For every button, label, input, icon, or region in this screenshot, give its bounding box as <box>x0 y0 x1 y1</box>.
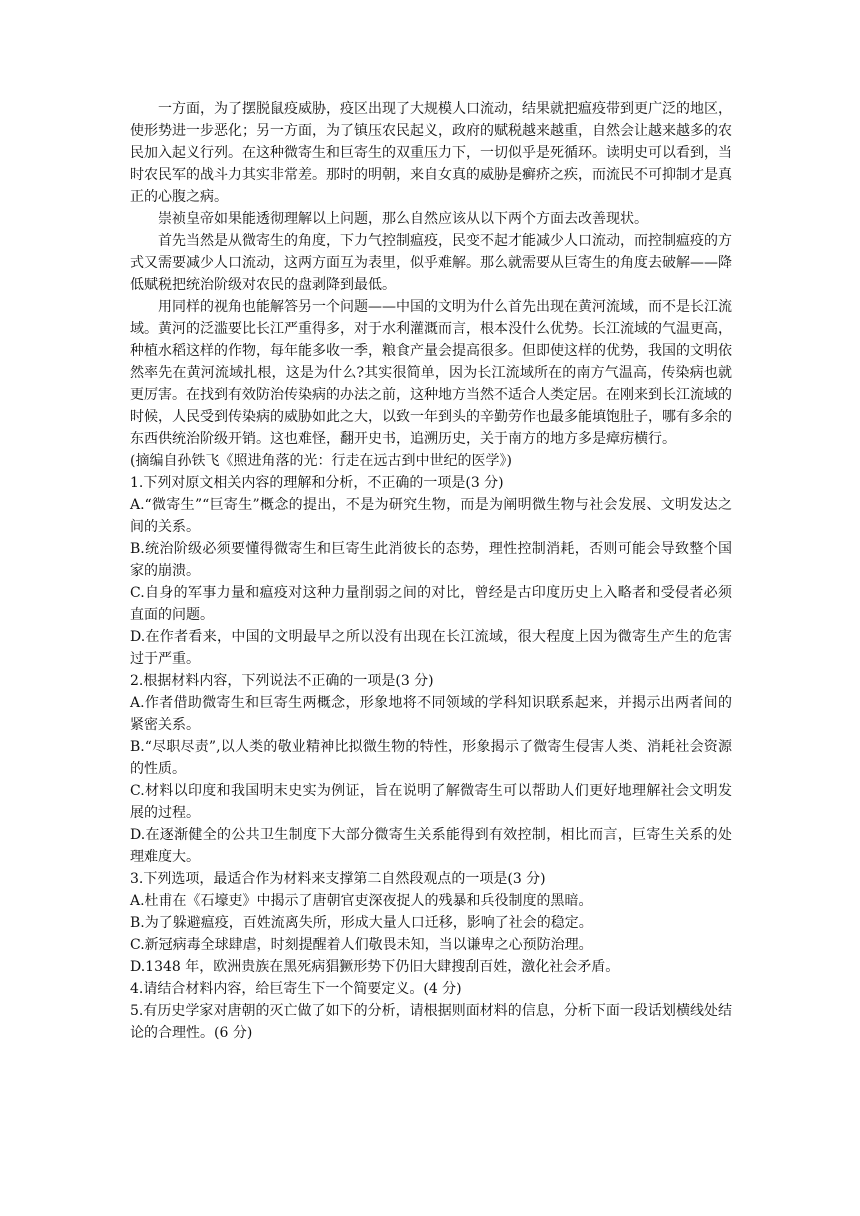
question-option: D.在逐渐健全的公共卫生制度下大部分微寄生关系能得到有效控制，相比而言，巨寄生关系的处理难度大。 <box>130 827 732 865</box>
question-option: D.在作者看来，中国的文明最早之所以没有出现在长江流域，很大程度上因为微寄生产生的危害过于严重。 <box>130 629 732 667</box>
question-option: C.材料以印度和我国明末史实为例证，旨在说明了解微寄生可以帮助人们更好地理解社会文明发展的过程。 <box>130 783 732 821</box>
question-option: B.为了躲避瘟疫，百姓流离失所，形成大量人口迁移，影响了社会的稳定。 <box>130 915 593 931</box>
question-option: A.“微寄生”“巨寄生”概念的提出，不是为研究生物，而是为阐明微生物与社会发展、文明发达之间的关系。 <box>130 497 732 535</box>
passage-paragraph: 首先当然是从微寄生的角度，下力气控制瘟疫，民变不起才能减少人口流动，而控制瘟疫的方式又需要减少人口流动，这两方面互为表里，似乎难解。那么就需要从巨寄生的角度去破解——降低赋税把统治阶级对农民的盘剥降到最低。 <box>130 233 732 293</box>
passage-paragraph: 用同样的视角也能解答另一个问题——中国的文明为什么首先出现在黄河流域，而不是长江流域。黄河的泛滥要比长江严重得多，对于水利灌溉而言，根本没什么优势。长江流域的气温更高，种植水稻这样的作物，每年能多收一季，粮食产量会提高很多。但即使这样的优势，我国的文明依然率先在黄河流域扎根，这是为什么?其实很简单，因为长江流域所在的南方气温高，传染病也就更厉害。在找到有效防治传染病的办法之前，这种地方当然不适合人类定居。在刚来到长江流域的时候，人民受到传染病的威胁如此之大，以致一年到头的辛勤劳作也最多能填饱肚子，哪有多余的东西供统治阶级开销。这也难怪，翻开史书，追溯历史，关于南方的地方多是瘴疠横行。 <box>130 299 732 447</box>
question-option: A.杜甫在《石壕吏》中揭示了唐朝官吏深夜捉人的残暴和兵役制度的黑暗。 <box>130 893 593 909</box>
passage-paragraph: 一方面，为了摆脱鼠疫威胁，疫区出现了大规模人口流动，结果就把瘟疫带到更广泛的地区，使形势进一步恶化；另一方面，为了镇压农民起义，政府的赋税越来越重，自然会让越来越多的农民加入起义行列。在这种微寄生和巨寄生的双重压力下，一切似乎是死循环。读明史可以看到，当时农民军的战斗力其实非常差。那时的明朝，来自女真的威胁是癣疥之疾，而流民不可抑制才是真正的心腹之病。 <box>130 101 732 205</box>
question-option: B.统治阶级必须要懂得微寄生和巨寄生此消彼长的态势，理性控制消耗，否则可能会导致整个国家的崩溃。 <box>130 541 732 579</box>
question-stem: 2.根据材料内容，下列说法不正确的一项是(3 分) <box>130 673 434 689</box>
question-option: B.“尽职尽责”,以人类的敬业精神比拟微生物的特性，形象揭示了微寄生侵害人类、消耗社会资源的性质。 <box>130 739 732 777</box>
question-option: C.自身的军事力量和瘟疫对这种力量削弱之间的对比，曾经是古印度历史上入略者和受侵者必须直面的问题。 <box>130 585 732 623</box>
passage-paragraph: 崇祯皇帝如果能透彻理解以上问题，那么自然应该从以下两个方面去改善现状。 <box>158 211 648 227</box>
source-citation: (摘编自孙铁飞《照进角落的光：行走在远古到中世纪的医学》) <box>130 453 512 469</box>
question-stem: 4.请结合材料内容，给巨寄生下一个简要定义。(4 分) <box>130 981 462 997</box>
document-page <box>130 98 732 1044</box>
question-stem: 3.下列选项，最适合作为材料来支撑第二自然段观点的一项是(3 分) <box>130 871 546 887</box>
question-option: A.作者借助微寄生和巨寄生两概念，形象地将不同领域的学科知识联系起来，并揭示出两者间的紧密关系。 <box>130 695 732 733</box>
question-option: C.新冠病毒全球肆虐，时刻提醒着人们敬畏未知，当以谦卑之心预防治理。 <box>130 937 593 953</box>
question-stem: 1.下列对原文相关内容的理解和分析，不正确的一项是(3 分) <box>130 475 504 491</box>
question-option: D.1348 年，欧洲贵族在黑死病猖獗形势下仍旧大肆搜刮百姓，激化社会矛盾。 <box>130 959 620 975</box>
question-stem: 5.有历史学家对唐朝的灭亡做了如下的分析，请根据则面材料的信息，分析下面一段话划横线处结论的合理性。(6 分) <box>130 1003 732 1041</box>
